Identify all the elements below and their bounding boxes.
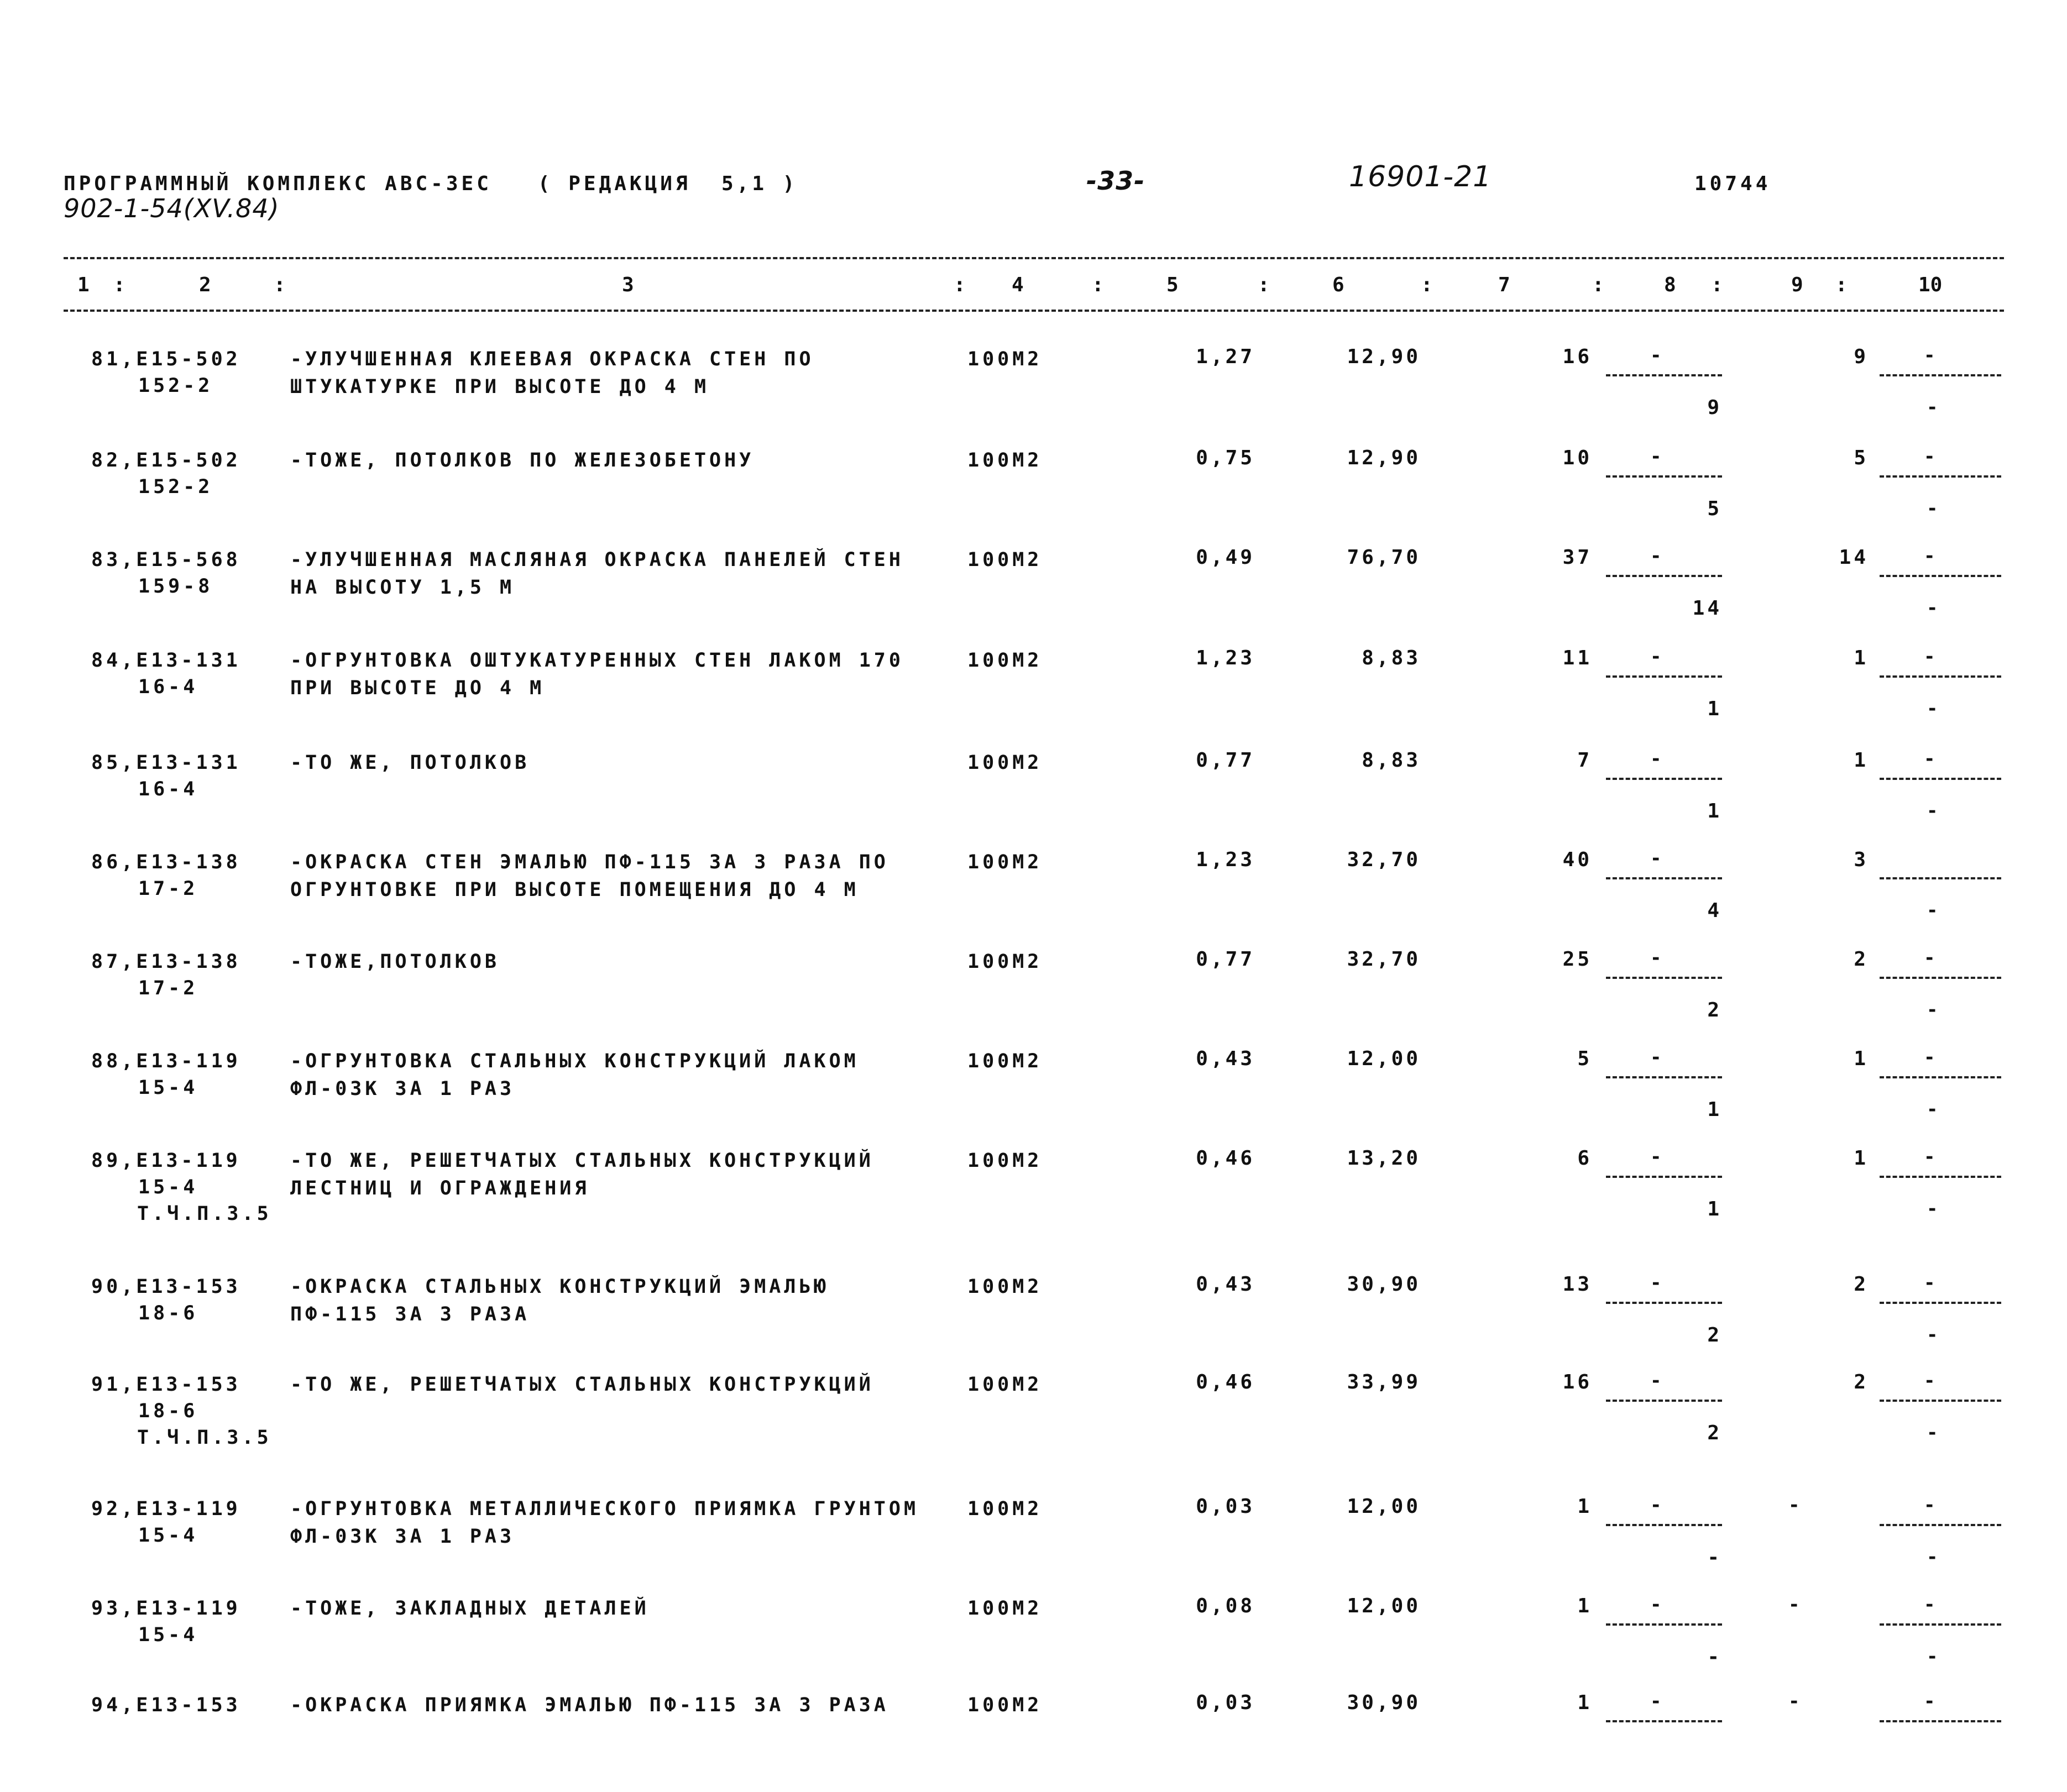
column-separator: :	[1592, 274, 1604, 296]
item-total: 1	[1577, 1595, 1592, 1617]
item-unit: 100М2	[967, 549, 1043, 571]
column-header-3: 3	[622, 274, 634, 296]
item-description: НА ВЫСОТУ 1,5 М	[290, 577, 515, 599]
column-header-2: 2	[199, 274, 211, 296]
item-description: -ТО ЖЕ, РЕШЕТЧАТЫХ СТАЛЬНЫХ КОНСТРУКЦИЙ	[290, 1374, 874, 1396]
item-description: -ТО ЖЕ, ПОТОЛКОВ	[290, 752, 530, 774]
col10-numerator: -	[1924, 1272, 1935, 1294]
item-unit: 100М2	[967, 752, 1043, 774]
col8-fraction-bar	[1606, 575, 1722, 577]
col10-numerator: -	[1924, 545, 1935, 567]
item-unit: 100М2	[967, 348, 1043, 370]
col8-fraction-bar	[1606, 1720, 1722, 1722]
item-total: 16	[1562, 1371, 1592, 1393]
item-code: 81,Е15-502	[91, 348, 241, 370]
item-reference: 15-4	[138, 1524, 198, 1547]
item-unit: 100М2	[967, 1150, 1043, 1172]
col9-value: -	[1788, 1690, 1800, 1712]
item-description: ПРИ ВЫСОТЕ ДО 4 М	[290, 677, 545, 699]
item-code: 93,Е13-119	[91, 1597, 241, 1620]
col10-numerator: -	[1924, 1494, 1935, 1516]
item-unit: 100М2	[967, 649, 1043, 672]
col8-fraction-bar	[1606, 1623, 1722, 1626]
col8-fraction-bar	[1606, 1176, 1722, 1178]
item-code: 92,Е13-119	[91, 1498, 241, 1520]
item-quantity: 0,75	[1196, 447, 1255, 469]
col9-value: -	[1788, 1594, 1800, 1616]
item-total: 16	[1562, 345, 1592, 368]
col10-left-value: 2	[1854, 1273, 1869, 1296]
item-quantity: 1,23	[1196, 848, 1255, 871]
col10-denominator: -	[1927, 698, 1938, 720]
col8-denominator: 5	[1707, 497, 1722, 520]
col8-numerator: -	[1650, 947, 1662, 969]
col10-left-value: 9	[1854, 345, 1869, 368]
item-unit-price: 12,00	[1347, 1495, 1421, 1518]
col8-numerator: -	[1650, 748, 1662, 770]
item-quantity: 0,77	[1196, 948, 1255, 971]
item-description: ФЛ-03К ЗА 1 РАЗ	[290, 1078, 515, 1100]
column-separator: :	[274, 274, 286, 296]
item-quantity: 0,03	[1196, 1495, 1255, 1518]
item-total: 11	[1562, 647, 1592, 669]
item-reference: 16-4	[138, 778, 198, 800]
col8-numerator: -	[1650, 646, 1662, 668]
item-quantity: 1,27	[1196, 345, 1255, 368]
item-description: -ОГРУНТОВКА МЕТАЛЛИЧЕСКОГО ПРИЯМКА ГРУНТОМ	[290, 1498, 919, 1520]
column-header-9: 9	[1791, 274, 1803, 296]
item-unit: 100М2	[967, 1694, 1043, 1716]
item-total: 5	[1577, 1047, 1592, 1070]
col8-numerator: -	[1650, 1594, 1662, 1616]
col10-denominator: -	[1927, 1198, 1938, 1220]
item-unit: 100М2	[967, 1050, 1043, 1072]
column-header-8: 8	[1664, 274, 1676, 296]
column-separator: :	[954, 274, 966, 296]
col10-numerator: -	[1924, 1046, 1935, 1068]
col8-denominator: -	[1707, 1646, 1722, 1668]
item-description: -ТОЖЕ, ПОТОЛКОВ ПО ЖЕЛЕЗОБЕТОНУ	[290, 449, 755, 471]
col8-numerator: -	[1650, 446, 1662, 468]
item-reference: 16-4	[138, 676, 198, 698]
item-quantity: 0,03	[1196, 1691, 1255, 1714]
item-quantity: 0,77	[1196, 749, 1255, 772]
col10-fraction-bar	[1880, 475, 2001, 478]
col10-denominator: -	[1927, 597, 1938, 619]
col10-numerator: -	[1924, 344, 1935, 366]
col8-denominator: 2	[1707, 999, 1722, 1021]
col10-numerator: -	[1924, 1146, 1935, 1168]
header-rule-top	[64, 257, 2004, 259]
column-separator: :	[1835, 274, 1848, 296]
column-separator: :	[1711, 274, 1723, 296]
col10-numerator: -	[1924, 1690, 1935, 1712]
item-unit-price: 12,00	[1347, 1047, 1421, 1070]
col10-fraction-bar	[1880, 1302, 2001, 1304]
item-description: ОГРУНТОВКЕ ПРИ ВЫСОТЕ ПОМЕЩЕНИЯ ДО 4 М	[290, 879, 859, 901]
col8-numerator: -	[1650, 1146, 1662, 1168]
col10-left-value: 5	[1854, 447, 1869, 469]
col10-denominator: -	[1927, 800, 1938, 822]
col10-left-value: 1	[1854, 647, 1869, 669]
item-quantity: 0,46	[1196, 1371, 1255, 1393]
item-total: 13	[1562, 1273, 1592, 1296]
col10-fraction-bar	[1880, 1400, 2001, 1402]
col8-fraction-bar	[1606, 475, 1722, 478]
project-code: 902-1-54(XV.84)	[64, 193, 280, 223]
item-code: 90,Е13-153	[91, 1276, 241, 1298]
col10-left-value: 1	[1854, 749, 1869, 772]
col8-numerator: -	[1650, 1046, 1662, 1068]
col10-left-value: 2	[1854, 1371, 1869, 1393]
header-rule-bottom	[64, 310, 2004, 312]
item-total: 10	[1562, 447, 1592, 469]
col8-numerator: -	[1650, 344, 1662, 366]
item-reference: 152-2	[138, 375, 213, 397]
column-header-10: 10	[1918, 274, 1943, 296]
col10-fraction-bar	[1880, 877, 2001, 879]
col10-denominator: -	[1927, 1422, 1938, 1444]
col8-fraction-bar	[1606, 675, 1722, 678]
item-description: -ОГРУНТОВКА СТАЛЬНЫХ КОНСТРУКЦИЙ ЛАКОМ	[290, 1050, 859, 1072]
col8-fraction-bar	[1606, 374, 1722, 376]
item-reference: Т.Ч.П.3.5	[137, 1203, 272, 1225]
item-unit-price: 8,83	[1362, 749, 1421, 772]
item-unit: 100М2	[967, 1374, 1043, 1396]
col10-denominator: -	[1927, 1646, 1938, 1668]
col8-fraction-bar	[1606, 1524, 1722, 1526]
col10-denominator: -	[1927, 1098, 1938, 1120]
col9-value: -	[1788, 1494, 1800, 1516]
col10-left-value: 14	[1839, 546, 1869, 569]
col10-fraction-bar	[1880, 1176, 2001, 1178]
column-header-6: 6	[1332, 274, 1344, 296]
item-total: 1	[1577, 1691, 1592, 1714]
col8-denominator: -	[1707, 1546, 1722, 1569]
col8-denominator: 2	[1707, 1324, 1722, 1346]
item-description: ПФ-115 ЗА 3 РАЗА	[290, 1303, 530, 1325]
item-description: -ОКРАСКА СТЕН ЭМАЛЬЮ ПФ-115 ЗА 3 РАЗА ПО	[290, 851, 889, 873]
item-total: 7	[1577, 749, 1592, 772]
doc-number: 16901-21	[1349, 160, 1492, 193]
item-total: 1	[1577, 1495, 1592, 1518]
col8-denominator: 9	[1707, 396, 1722, 419]
item-code: 94,Е13-153	[91, 1694, 241, 1716]
col10-fraction-bar	[1880, 778, 2001, 780]
col10-left-value: 1	[1854, 1147, 1869, 1170]
item-reference: 17-2	[138, 977, 198, 999]
col8-fraction-bar	[1606, 877, 1722, 879]
item-quantity: 0,43	[1196, 1273, 1255, 1296]
item-code: 86,Е13-138	[91, 851, 241, 873]
item-unit-price: 12,90	[1347, 447, 1421, 469]
col10-left-value: 2	[1854, 948, 1869, 971]
item-description: ФЛ-03К ЗА 1 РАЗ	[290, 1526, 515, 1548]
item-description: -УЛУЧШЕННАЯ КЛЕЕВАЯ ОКРАСКА СТЕН ПО	[290, 348, 814, 370]
item-reference: 18-6	[138, 1400, 198, 1422]
item-total: 6	[1577, 1147, 1592, 1170]
col8-numerator: -	[1650, 545, 1662, 567]
item-unit: 100М2	[967, 851, 1043, 873]
item-total: 37	[1562, 546, 1592, 569]
item-unit-price: 30,90	[1347, 1691, 1421, 1714]
item-reference: 15-4	[138, 1624, 198, 1646]
col10-numerator: -	[1924, 1594, 1935, 1616]
item-unit-price: 76,70	[1347, 546, 1421, 569]
col10-fraction-bar	[1880, 1076, 2001, 1078]
item-unit-price: 33,99	[1347, 1371, 1421, 1393]
item-code: 82,Е15-502	[91, 449, 241, 471]
item-description: -УЛУЧШЕННАЯ МАСЛЯНАЯ ОКРАСКА ПАНЕЛЕЙ СТЕН	[290, 549, 904, 571]
item-quantity: 0,08	[1196, 1595, 1255, 1617]
col10-numerator: -	[1924, 646, 1935, 668]
item-reference: 17-2	[138, 878, 198, 900]
column-separator: :	[113, 274, 125, 296]
item-unit-price: 30,90	[1347, 1273, 1421, 1296]
item-quantity: 0,43	[1196, 1047, 1255, 1070]
item-total: 25	[1562, 948, 1592, 971]
item-reference: Т.Ч.П.3.5	[137, 1427, 272, 1449]
col10-fraction-bar	[1880, 1720, 2001, 1722]
col8-numerator: -	[1650, 1272, 1662, 1294]
col10-numerator: -	[1924, 446, 1935, 468]
item-code: 91,Е13-153	[91, 1374, 241, 1396]
col8-denominator: 1	[1707, 1198, 1722, 1220]
item-quantity: 0,46	[1196, 1147, 1255, 1170]
item-quantity: 0,49	[1196, 546, 1255, 569]
col10-numerator: -	[1924, 947, 1935, 969]
col10-denominator: -	[1927, 497, 1938, 520]
page-number: -33-	[1086, 166, 1145, 196]
col10-denominator: -	[1927, 1324, 1938, 1346]
column-header-5: 5	[1166, 274, 1179, 296]
item-quantity: 1,23	[1196, 647, 1255, 669]
item-reference: 15-4	[138, 1077, 198, 1099]
item-description: -ОГРУНТОВКА ОШТУКАТУРЕННЫХ СТЕН ЛАКОМ 170	[290, 649, 904, 672]
item-unit-price: 8,83	[1362, 647, 1421, 669]
item-unit: 100М2	[967, 1597, 1043, 1620]
item-unit: 100М2	[967, 449, 1043, 471]
col8-numerator: -	[1650, 1494, 1662, 1516]
item-unit-price: 32,70	[1347, 848, 1421, 871]
item-code: 87,Е13-138	[91, 951, 241, 973]
col10-left-value: 3	[1854, 848, 1869, 871]
col10-fraction-bar	[1880, 977, 2001, 979]
col10-fraction-bar	[1880, 575, 2001, 577]
item-description: -ТОЖЕ,ПОТОЛКОВ	[290, 951, 500, 973]
col10-denominator: -	[1927, 899, 1938, 921]
col8-denominator: 1	[1707, 698, 1722, 720]
item-description: ЛЕСТНИЦ И ОГРАЖДЕНИЯ	[290, 1177, 590, 1199]
col8-denominator: 1	[1707, 1098, 1722, 1121]
item-code: 89,Е13-119	[91, 1150, 241, 1172]
col8-denominator: 1	[1707, 800, 1722, 822]
col10-numerator: -	[1924, 1370, 1935, 1392]
col10-fraction-bar	[1880, 675, 2001, 678]
col8-denominator: 4	[1707, 899, 1722, 922]
item-description: ШТУКАТУРКЕ ПРИ ВЫСОТЕ ДО 4 М	[290, 376, 710, 398]
col10-fraction-bar	[1880, 374, 2001, 376]
col8-denominator: 2	[1707, 1422, 1722, 1444]
item-unit-price: 32,70	[1347, 948, 1421, 971]
item-code: 85,Е13-131	[91, 752, 241, 774]
item-unit: 100М2	[967, 951, 1043, 973]
col8-fraction-bar	[1606, 778, 1722, 780]
col8-numerator: -	[1650, 1690, 1662, 1712]
sheet-number: 10744	[1694, 172, 1771, 195]
item-unit: 100М2	[967, 1276, 1043, 1298]
item-reference: 152-2	[138, 476, 213, 498]
col10-fraction-bar	[1880, 1524, 2001, 1526]
item-code: 88,Е13-119	[91, 1050, 241, 1072]
col10-fraction-bar	[1880, 1623, 2001, 1626]
col8-numerator: -	[1650, 847, 1662, 869]
item-unit-price: 12,90	[1347, 345, 1421, 368]
col8-fraction-bar	[1606, 977, 1722, 979]
col8-denominator: 14	[1692, 597, 1722, 620]
col10-denominator: -	[1927, 999, 1938, 1021]
item-description: -ТО ЖЕ, РЕШЕТЧАТЫХ СТАЛЬНЫХ КОНСТРУКЦИЙ	[290, 1150, 874, 1172]
col8-numerator: -	[1650, 1370, 1662, 1392]
column-separator: :	[1092, 274, 1104, 296]
column-header-1: 1	[77, 274, 90, 296]
col10-numerator: -	[1924, 748, 1935, 770]
item-total: 40	[1562, 848, 1592, 871]
item-reference: 159-8	[138, 575, 213, 598]
col10-left-value: 1	[1854, 1047, 1869, 1070]
item-description: -ОКРАСКА ПРИЯМКА ЭМАЛЬЮ ПФ-115 ЗА 3 РАЗА	[290, 1694, 889, 1716]
col10-denominator: -	[1927, 1546, 1938, 1568]
item-description: -ТОЖЕ, ЗАКЛАДНЫХ ДЕТАЛЕЙ	[290, 1597, 650, 1620]
item-unit-price: 13,20	[1347, 1147, 1421, 1170]
column-separator: :	[1421, 274, 1433, 296]
item-unit: 100М2	[967, 1498, 1043, 1520]
column-separator: :	[1258, 274, 1270, 296]
item-reference: 15-4	[138, 1176, 198, 1198]
item-reference: 18-6	[138, 1302, 198, 1324]
item-code: 83,Е15-568	[91, 549, 241, 571]
column-header-7: 7	[1498, 274, 1510, 296]
col8-fraction-bar	[1606, 1076, 1722, 1078]
item-unit-price: 12,00	[1347, 1595, 1421, 1617]
col8-fraction-bar	[1606, 1400, 1722, 1402]
col10-denominator: -	[1927, 396, 1938, 418]
item-description: -ОКРАСКА СТАЛЬНЫХ КОНСТРУКЦИЙ ЭМАЛЬЮ	[290, 1276, 829, 1298]
column-header-4: 4	[1012, 274, 1024, 296]
col8-fraction-bar	[1606, 1302, 1722, 1304]
program-title: ПРОГРАММНЫЙ КОМПЛЕКС АВС-3ЕС ( РЕДАКЦИЯ 5,1 )	[64, 172, 798, 195]
item-code: 84,Е13-131	[91, 649, 241, 672]
